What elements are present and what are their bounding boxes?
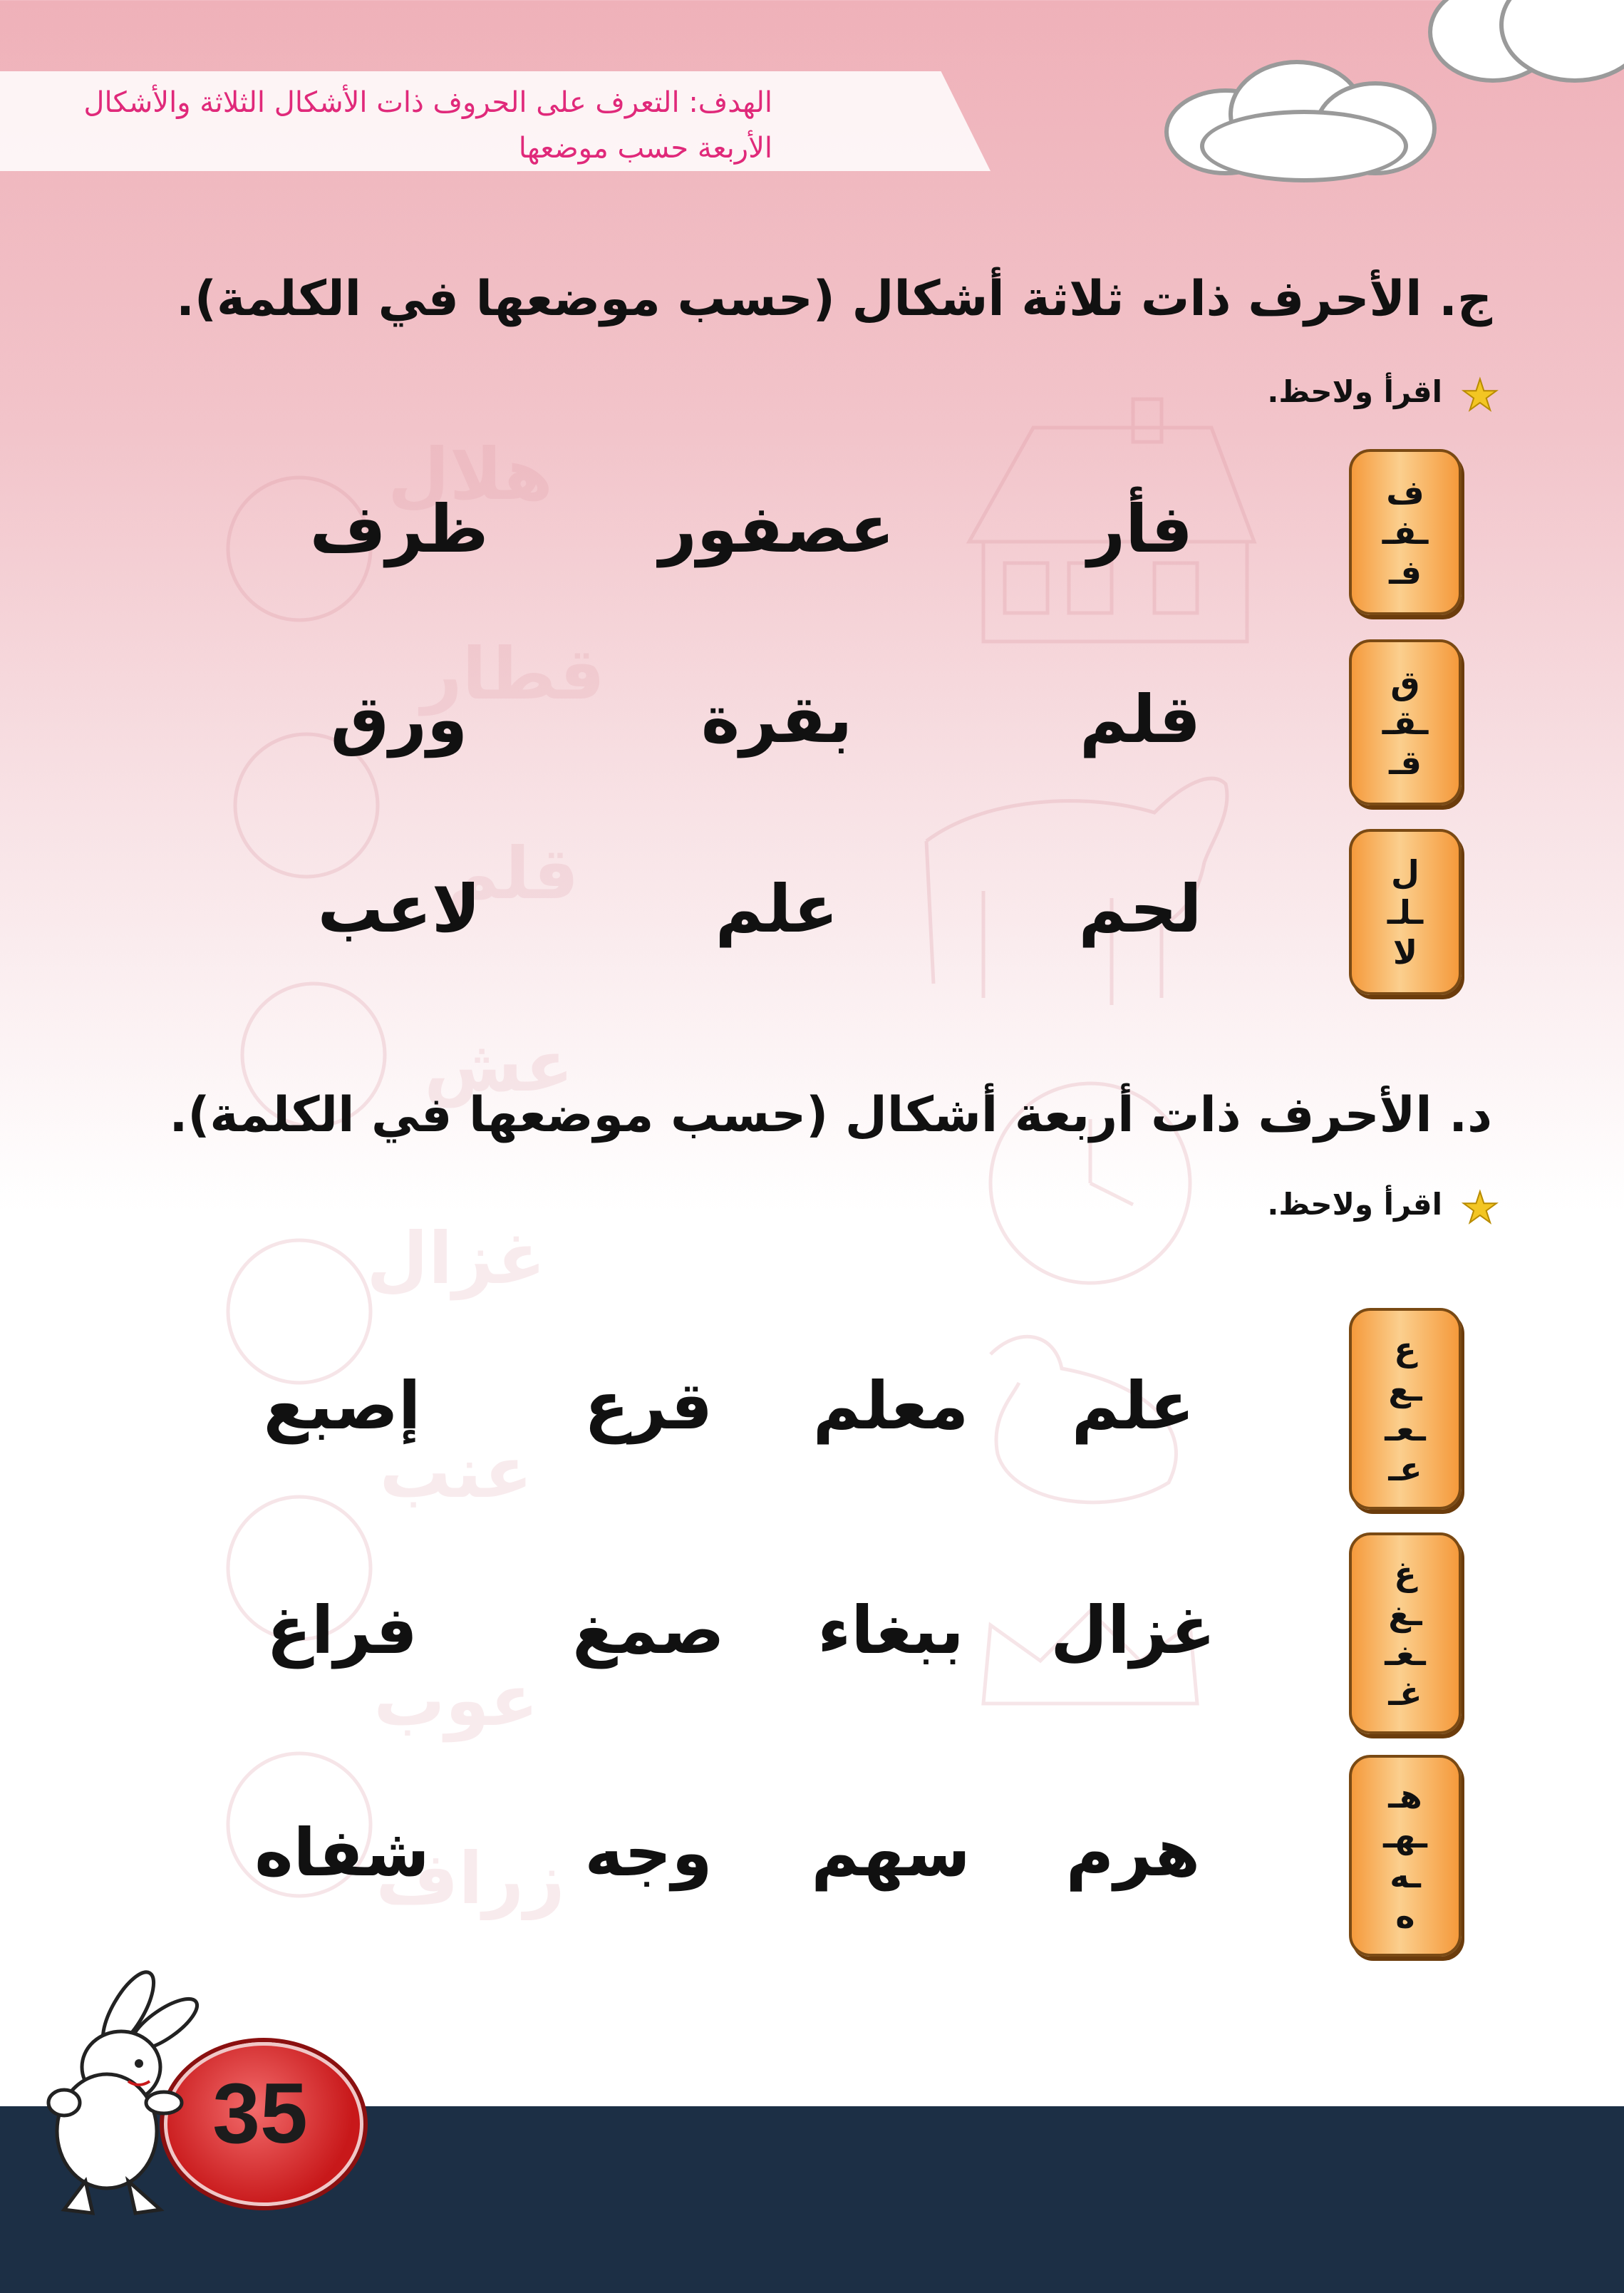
letter-form: ـغ <box>1388 1594 1422 1633</box>
objective-line-2: الأربعة حسب موضعها <box>518 132 772 165</box>
ghost-word: قلم <box>447 832 579 915</box>
example-word: فراغ <box>267 1592 418 1669</box>
example-word: ورق <box>330 681 468 758</box>
letter-forms-badge <box>1349 639 1462 805</box>
letter-form: فـ <box>1389 552 1422 592</box>
letter-forms-badge <box>1349 1532 1462 1734</box>
letter-form: هـ <box>1388 1776 1422 1815</box>
example-word: إصبع <box>263 1367 421 1444</box>
letter-forms-badge <box>1349 1755 1462 1957</box>
letter-form: ه <box>1395 1896 1415 1935</box>
section-d-title: د. الأحرف ذات أربعة أشكال (حسب موضعها في الكلمة). <box>169 1087 1492 1143</box>
example-word: ببغاء <box>817 1592 964 1669</box>
example-word: علم <box>715 870 839 947</box>
cloud-decoration <box>1418 0 1624 86</box>
example-word: وجه <box>584 1814 713 1891</box>
letter-form: ـقـ <box>1382 703 1429 742</box>
letter-form: ـهـ <box>1383 1816 1427 1855</box>
letter-form: ـعـ <box>1385 1409 1426 1448</box>
letter-form: ف <box>1386 473 1424 512</box>
section-c-title: ج. الأحرف ذات ثلاثة أشكال (حسب موضعها في الكلمة). <box>176 271 1492 327</box>
letter-form: ع <box>1394 1329 1417 1369</box>
example-word: فأر <box>1087 490 1193 567</box>
section-d-instruction: اقرأ ولاحظ. <box>1267 1187 1442 1222</box>
letter-form: لا <box>1392 932 1418 972</box>
letter-form: عـ <box>1388 1449 1422 1488</box>
letter-form: غـ <box>1388 1674 1422 1713</box>
example-word: عصفور <box>658 490 895 567</box>
letter-form: ل <box>1391 852 1419 892</box>
star-icon: ★ <box>1461 1183 1499 1233</box>
objective-line-1: الهدف: التعرف على الحروف ذات الأشكال الثلاثة والأشكال <box>83 86 772 119</box>
example-word: معلم <box>812 1367 969 1444</box>
example-word: لاعب <box>317 870 481 947</box>
example-word: صمغ <box>572 1592 725 1669</box>
example-word: ظرف <box>309 490 489 567</box>
letter-form: ـغـ <box>1385 1634 1426 1673</box>
example-word: قرع <box>584 1367 713 1444</box>
example-word: قلم <box>1080 681 1201 758</box>
letter-form: ـع <box>1388 1369 1422 1408</box>
ghost-word: عنب <box>379 1431 533 1514</box>
objective-text <box>0 80 772 171</box>
letter-form: ـلـ <box>1387 892 1424 932</box>
letter-form: غ <box>1394 1554 1417 1593</box>
letter-forms-badge <box>1349 829 1462 995</box>
star-icon: ★ <box>1461 371 1499 421</box>
example-word: علم <box>1071 1367 1195 1444</box>
section-c-instruction: اقرأ ولاحظ. <box>1267 374 1442 409</box>
example-word: غزال <box>1050 1592 1216 1669</box>
example-word: بقرة <box>700 681 853 758</box>
ghost-word: هلال <box>387 433 554 516</box>
cloud-decoration <box>1147 50 1447 178</box>
letter-form: قـ <box>1389 743 1422 782</box>
ghost-word: عش <box>424 1024 574 1108</box>
letter-form: ـه <box>1390 1856 1421 1895</box>
example-word: سهم <box>811 1814 971 1891</box>
ghost-word: زراف <box>376 1837 565 1920</box>
example-word: هرم <box>1065 1814 1201 1891</box>
ghost-word: عوب <box>373 1659 539 1742</box>
page-number: 35 <box>212 2066 308 2161</box>
example-word: لحم <box>1078 870 1202 947</box>
letter-form: ـفـ <box>1382 512 1429 552</box>
letter-forms-badge <box>1349 449 1462 615</box>
ghost-word: قطار <box>420 632 606 716</box>
rabbit-mascot-icon <box>21 1967 207 2224</box>
example-word: شفاه <box>254 1814 430 1891</box>
letter-forms-badge <box>1349 1308 1462 1510</box>
ghost-word: غزال <box>366 1217 546 1300</box>
letter-form: ق <box>1390 663 1420 702</box>
